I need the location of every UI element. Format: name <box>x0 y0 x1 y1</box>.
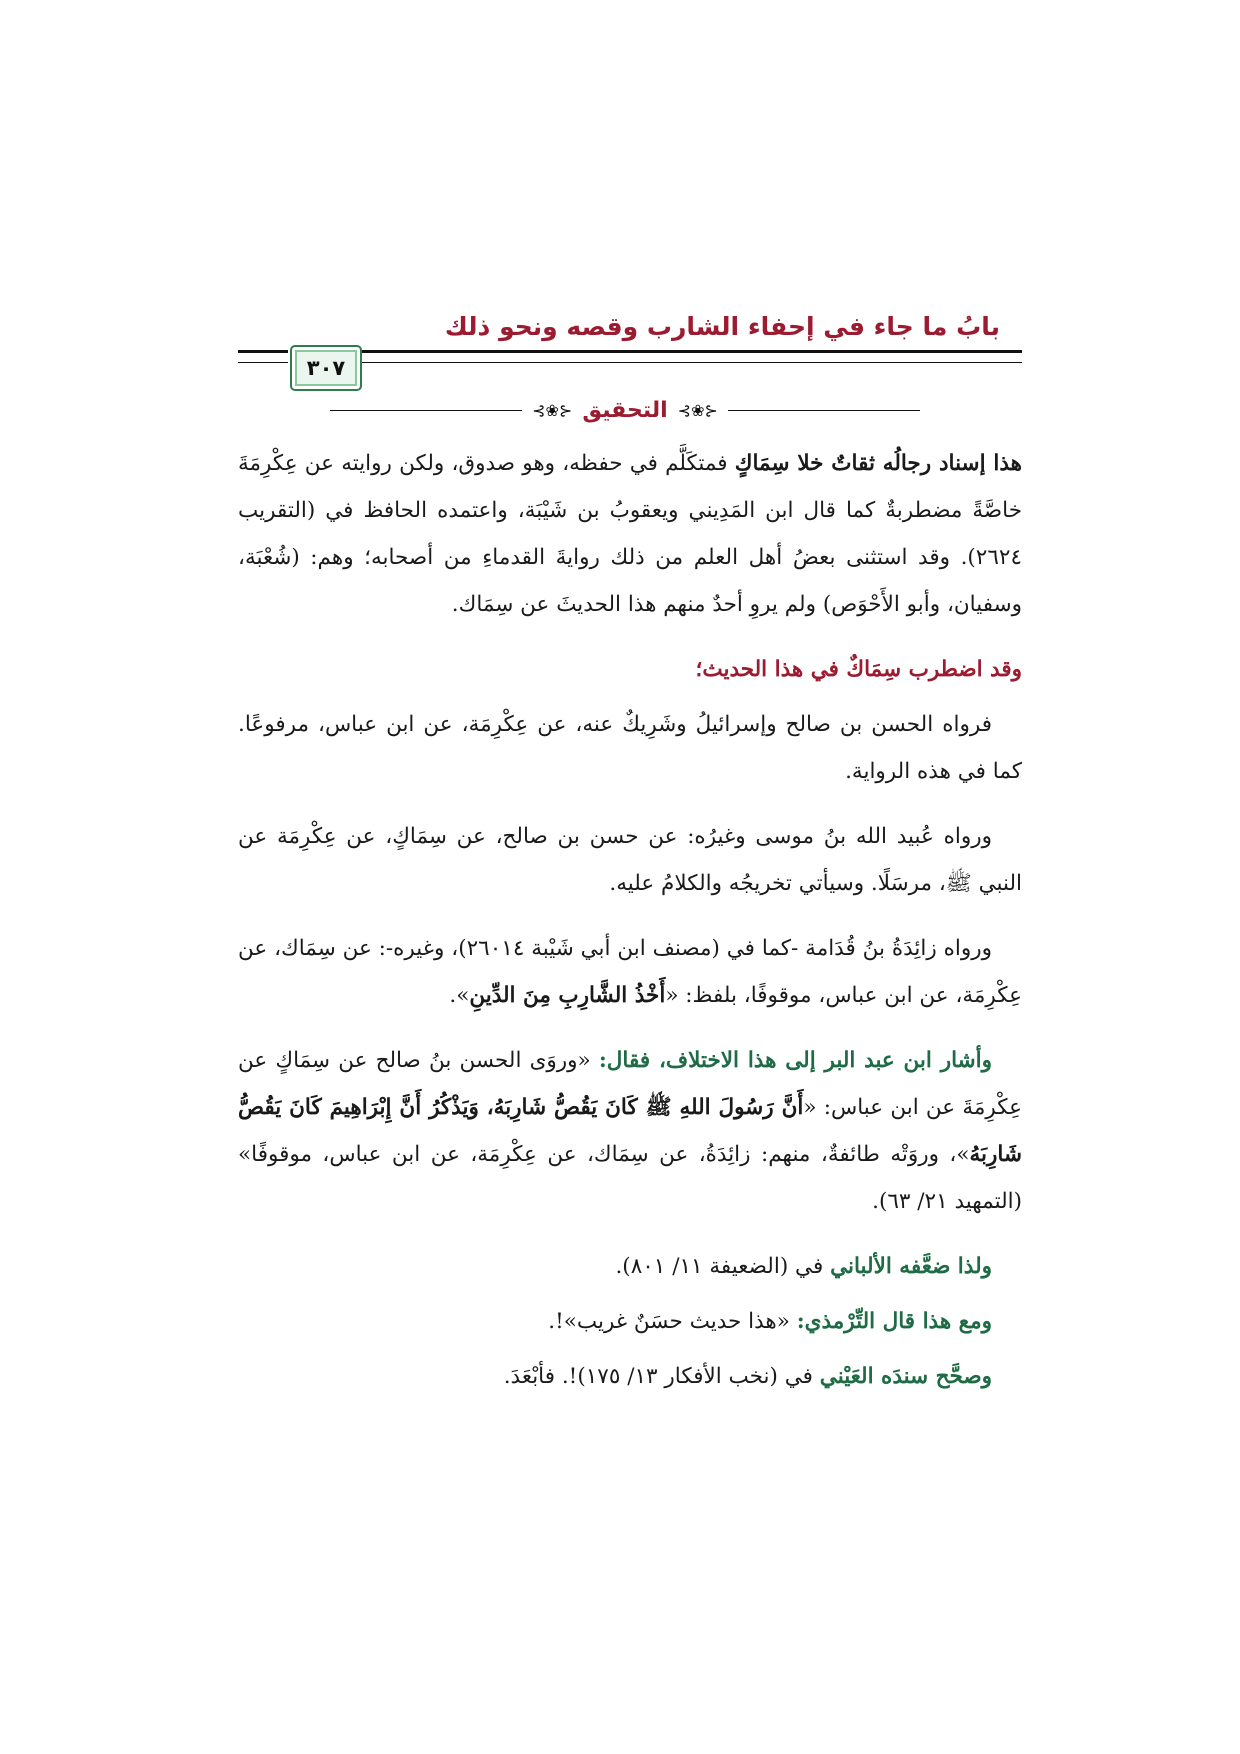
page-number: ٣٠٧ <box>306 356 346 380</box>
paragraph-1 <box>238 440 1022 628</box>
paragraph-3 <box>238 701 1022 795</box>
paragraph-8-lead: ومع هذا قال التِّرْمذي: <box>796 1309 992 1334</box>
paragraph-5-quote: أَخْذُ الشَّارِبِ مِنَ الدِّينِ <box>469 983 666 1008</box>
chapter-title: بابُ ما جاء في إحفاء الشارب وقصه ونحو ذلك <box>444 312 1000 341</box>
paragraph-7-lead: ولذا ضعَّفه الألباني <box>830 1254 992 1279</box>
paragraph-4 <box>238 813 1022 907</box>
paragraph-8-text: «هذا حديث حسَنٌ غريب»!. <box>548 1309 797 1334</box>
paragraph-9-text: في (نخب الأفكار ١٣/ ١٧٥)!. فأبْعَدَ. <box>503 1364 820 1389</box>
paragraph-7-text: في (الضعيفة ١١/ ٨٠١). <box>615 1254 831 1279</box>
paragraph-6-text-1: «وروَى الحسن بنُ صالح عن سِمَاكٍ عن عِكْرِمَةَ عن ابن عباس: « <box>238 1048 1022 1120</box>
ornament-right-icon: ⊰❀⊱ <box>677 400 718 420</box>
paragraph-2 <box>238 646 1022 693</box>
paragraph-9-lead: وصحَّح سندَه العَيْني <box>819 1364 992 1389</box>
paragraph-3-text: فرواه الحسن بن صالح وإسرائيلُ وشَرِيكٌ عنه، عن عِكْرِمَة، عن ابن عباس، مرفوعًا. كما في هذه الرواية. <box>238 712 1022 784</box>
ornament-left-icon: ⊰❀⊱ <box>532 400 573 420</box>
paragraph-6-text-2: »، وروَتْه طائفةٌ، منهم: زائِدَةُ، عن سِمَاك، عن عِكْرِمَة، عن ابن عباس، موقوفًا» (التمهيد ٢١/ ٦٣). <box>238 1142 1022 1214</box>
paragraph-6 <box>238 1037 1022 1225</box>
paragraph-1-lead: هذا إسناد رجالُه ثقاتٌ خلا سِمَاكٍ <box>734 451 1022 476</box>
paragraph-5 <box>238 925 1022 1019</box>
paragraph-5-text: ورواه زائِدَةُ بنُ قُدَامة -كما في (مصنف ابن أبي شَيْبة ٢٦٠١٤)، وغيره-: عن سِمَاك، عن عِكْرِمَة، عن ابن عباس، موقوفًا، بلفظ: « <box>238 936 1022 1008</box>
header-rule-top <box>362 350 1022 353</box>
paragraph-1-text: فمتكَلَّم في حفظه، وهو صدوق، ولكن روايته عن عِكْرِمَةَ خاصَّةً مضطربةٌ كما قال ابن المَدِيني ويعقوبُ بن شَيْبَة، واعتمده الحافظ في (التقريب ٢٦٢٤). وقد استثنى بعضُ أهل العلم من ذلك روايةَ القدماءِ من أصحابه؛ وهم: (شُعْبَة، وسفيان، وأبو الأَحْوَص) ولم يروِ أحدٌ منهم هذا الحديثَ عن سِمَاك. <box>238 451 1022 617</box>
ornament-line-right <box>728 410 920 411</box>
paragraph-4-text: ورواه عُبيد الله بنُ موسى وغيرُه: عن حسن بن صالح، عن سِمَاكٍ، عن عِكْرِمَة عن النبي ﷺ، مرسَلًا. وسيأتي تخريجُه والكلامُ عليه. <box>238 824 1022 896</box>
paragraph-6-quote: أَنَّ رَسُولَ اللهِ ﷺ كَانَ يَقُصُّ شَارِبَهُ، وَيَذْكُرُ أَنَّ إِبْرَاهِيمَ كَانَ يَقُصُّ شَارِبَهُ <box>238 1095 1022 1167</box>
body-text <box>238 440 1022 1408</box>
paragraph-7 <box>238 1243 1022 1290</box>
page-number-frame <box>290 345 362 391</box>
paragraph-8 <box>238 1298 1022 1345</box>
section-heading <box>330 395 920 425</box>
section-heading-text: التحقيق <box>582 397 668 423</box>
header-rule-left-bottom <box>238 362 288 363</box>
header-rule-bottom <box>362 362 1022 363</box>
paragraph-6-lead: وأشار ابن عبد البر إلى هذا الاختلاف، فقال: <box>598 1048 992 1073</box>
paragraph-9 <box>238 1353 1022 1400</box>
paragraph-5-tail: ». <box>449 983 470 1008</box>
ornament-line-left <box>330 410 522 411</box>
header-rule-left-top <box>238 350 288 353</box>
paragraph-2-lead: وقد اضطرب سِمَاكٌ في هذا الحديث؛ <box>695 657 1022 682</box>
